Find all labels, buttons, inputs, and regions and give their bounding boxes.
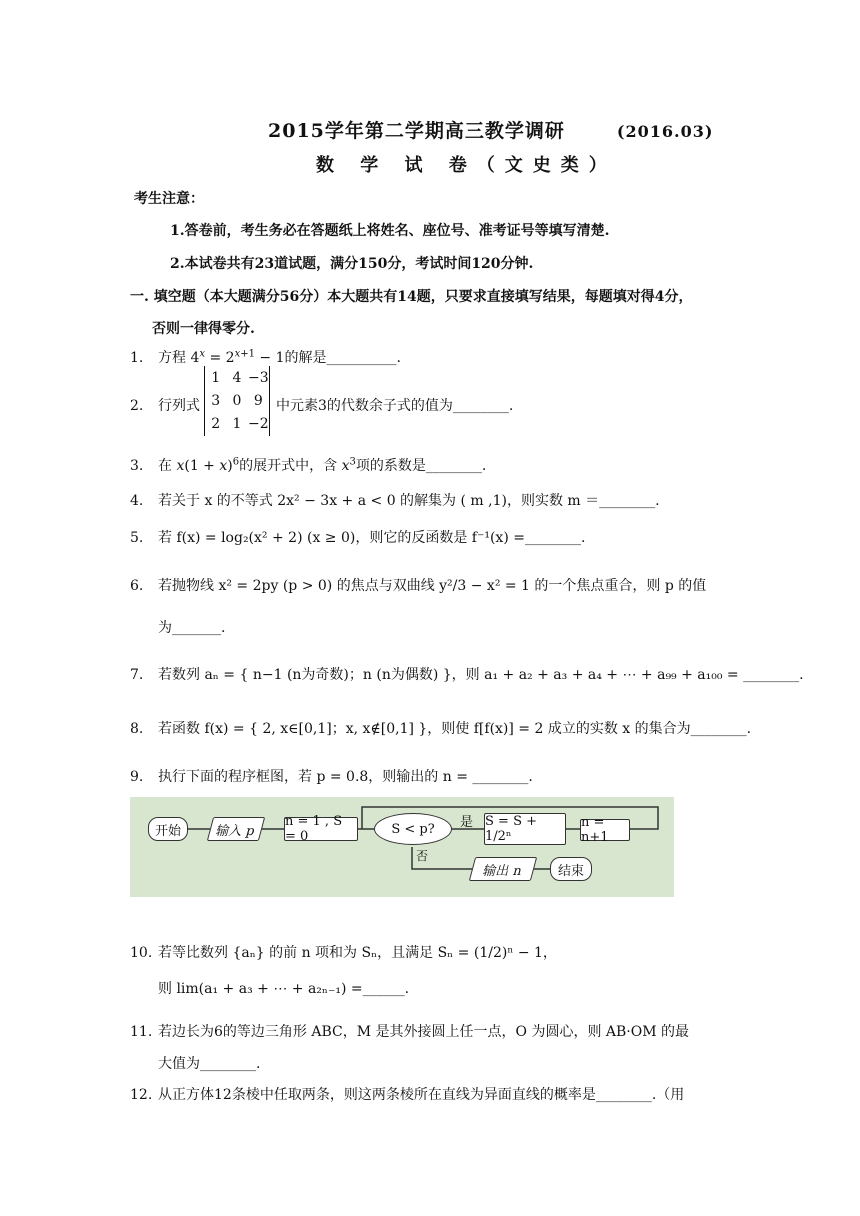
flow-increment: n = n+1: [580, 819, 630, 841]
flow-init: n = 1 , S = 0: [284, 817, 358, 841]
question-2-rest: 中元素3的代数余子式的值为________.: [276, 398, 514, 414]
question-6: 6. 若抛物线 x² = 2py (p > 0) 的焦点与双曲线 y²/3 − x² = 1 的一个焦点重合，则 p 的值: [130, 578, 707, 594]
page-subtitle: 数 学 试 卷（文史类）: [316, 155, 617, 176]
flow-output: 输出 n: [469, 857, 537, 881]
question-3: 3. 在 $x(1 + x)^6$的展开式中，含 $x^3$项的系数是________.: [130, 456, 487, 474]
question-12: 12. 从正方体12条棱中任取两条，则这两条棱所在直线为异面直线的概率是________.（用: [130, 1087, 685, 1103]
flow-start: 开始: [148, 817, 188, 841]
question-9: 9. 执行下面的程序框图，若 p = 0.8，则输出的 n = ________.: [130, 769, 533, 785]
flowchart: [130, 797, 674, 897]
question-11: 11. 若边长为6的等边三角形 ABC，M 是其外接圆上任一点，O 为圆心，则 AB·OM 的最: [130, 1024, 690, 1040]
flow-end: 结束: [550, 857, 592, 881]
flow-no-label: 否: [416, 849, 429, 863]
flow-yes-label: 是: [460, 815, 474, 830]
question-7: 7. 若数列 aₙ = { n−1 (n为奇数)；n (n为偶数) }，则 a₁ + a₂ + a₃ + a₄ + ⋯ + a₉₉ + a₁₀₀ = ________.: [130, 667, 804, 683]
question-8: 8. 若函数 f(x) = { 2, x∈[0,1]；x, x∉[0,1] }，则使 f[f(x)] = 2 成立的实数 x 的集合为________.: [130, 721, 752, 737]
question-2: 2. 行列式: [130, 398, 200, 414]
section-heading-cont: 否则一律得零分.: [152, 321, 255, 337]
question-4: 4. 若关于 x 的不等式 2x² − 3x + a < 0 的解集为 ( m ,1)，则实数 m ＝________.: [130, 493, 660, 509]
flowchart-arrows: [130, 797, 674, 897]
notice-item: 2.本试卷共有23道试题，满分150分，考试时间120分钟.: [170, 256, 534, 272]
section-heading: 一. 填空题（本大题满分56分）本大题共有14题，只要求直接填写结果，每题填对得4分，: [130, 289, 693, 305]
flow-input: 输入 p: [207, 817, 265, 841]
question-10-cont: 则 lim(a₁ + a₃ + ⋯ + a₂ₙ₋₁) =______.: [158, 981, 410, 997]
flow-condition: S < p?: [374, 813, 452, 845]
notice-heading: 考生注意：: [134, 191, 204, 207]
exam-date: (2016.03): [616, 122, 714, 141]
question-10: 10. 若等比数列 {aₙ} 的前 n 项和为 Sₙ，且满足 Sₙ = (1/2)ⁿ − 1，: [130, 945, 557, 961]
question-11-cont: 大值为________.: [158, 1056, 261, 1072]
flow-update: S = S + 1/2ⁿ: [484, 813, 566, 845]
question-5: 5. 若 f(x) = log₂(x² + 2) (x ≥ 0)，则它的反函数是 f⁻¹(x) =________.: [130, 530, 586, 546]
notice-item: 1.答卷前，考生务必在答题纸上将姓名、座位号、准考证号等填写清楚.: [170, 223, 610, 239]
question-6-cont: 为_______.: [158, 620, 226, 636]
page-title: 2015学年第二学期高三教学调研 (2016.03): [268, 120, 714, 142]
question-1: 1. 方程 $4^x = 2^{x+1} - 1$的解是__________.: [130, 348, 401, 366]
determinant-matrix: 1 4 −3 3 0 9 2 1 −2: [204, 366, 270, 436]
